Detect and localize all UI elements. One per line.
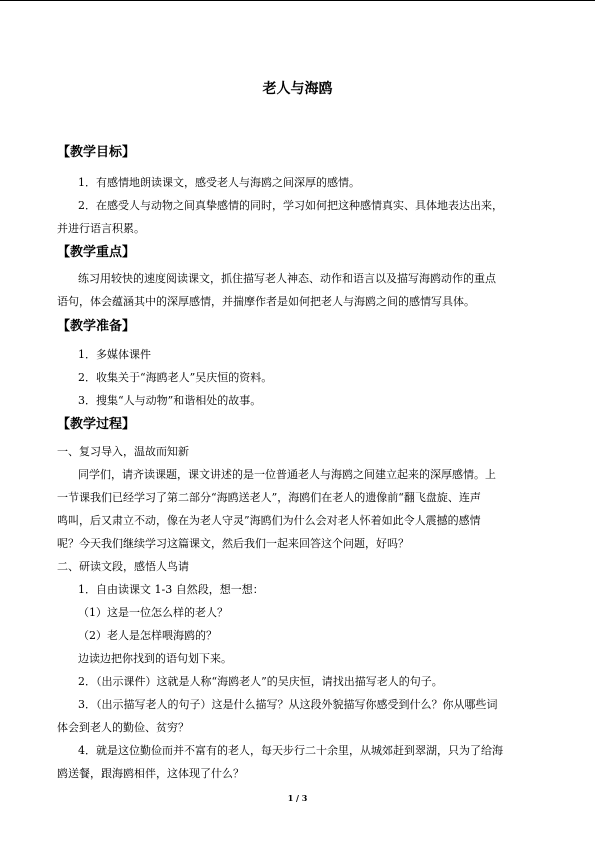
section-heading-focus: 【教学重点】 xyxy=(57,245,136,260)
text-line: 呢？今天我们继续学习这篇课文，然后我们一起来回答这个问题，好吗？ xyxy=(57,537,409,550)
text-line: （2）老人是怎样喂海鸥的？ xyxy=(78,629,217,642)
text-line: 一节课我们已经学习了第二部分“海鸥送老人”，海鸥们在老人的遗像前“翻飞盘旋、连声 xyxy=(57,491,481,504)
text-line: 3．搜集“人与动物”和谐相处的故事。 xyxy=(78,394,262,407)
text-line: 鸣叫，后又肃立不动，像在为老人守灵”海鸥们为什么会对老人怀着如此令人震撼的感情 xyxy=(57,514,481,527)
text-line: 二、研读文段，感悟人鸟请 xyxy=(57,560,189,573)
section-heading-goals: 【教学目标】 xyxy=(57,145,136,160)
page-number: 1 / 3 xyxy=(287,793,308,803)
page-title: 老人与海鸥 xyxy=(262,81,333,97)
text-line: 鸥送餐，跟海鸥相伴，这体现了什么？ xyxy=(57,767,244,780)
top-rule xyxy=(0,0,595,1)
text-line: 2．在感受人与动物之间真挚感情的同时，学习如何把这种感情真实、具体地表达出来， xyxy=(78,199,503,212)
text-line: 体会到老人的勤俭、贫穷？ xyxy=(57,721,189,734)
text-line: 1．多媒体课件 xyxy=(78,348,151,361)
text-line: 一、复习导入，温故而知新 xyxy=(57,445,189,458)
text-line: 并进行语言积累。 xyxy=(57,222,145,235)
text-line: 语句，体会蕴涵其中的深厚感情，并揣摩作者是如何把老人与海鸥之间的感情写具体。 xyxy=(57,295,475,308)
text-line: 1．有感情地朗读课文，感受老人与海鸥之间深厚的感情。 xyxy=(78,176,360,189)
text-line: 练习用较快的速度阅读课文，抓住描写老人神态、动作和语言以及描写海鸥动作的重点 xyxy=(78,272,496,285)
text-line: （1）这是一位怎么样的老人？ xyxy=(78,606,228,619)
text-line: 2．（出示课件）这就是人称“海鸥老人”的吴庆恒，请找出描写老人的句子。 xyxy=(78,675,443,688)
text-line: 3．（出示描写老人的句子）这是什么描写？从这段外貌描写你感受到什么？你从哪些词 xyxy=(78,698,498,711)
text-line: 4．就是这位勤俭而并不富有的老人，每天步行二十余里，从城郊赶到翠湖，只为了给海 xyxy=(78,744,503,757)
section-heading-prep: 【教学准备】 xyxy=(57,319,136,334)
text-line: 同学们，请齐读课题，课文讲述的是一位普通老人与海鸥之间建立起来的深厚感情。上 xyxy=(78,468,496,481)
text-line: 边读边把你找到的语句划下来。 xyxy=(78,652,232,665)
text-line: 1．自由读课文 1-3 自然段，想一想： xyxy=(78,583,264,596)
section-heading-process: 【教学过程】 xyxy=(57,417,136,432)
text-line: 2．收集关于“海鸥老人”吴庆恒的资料。 xyxy=(78,371,273,384)
